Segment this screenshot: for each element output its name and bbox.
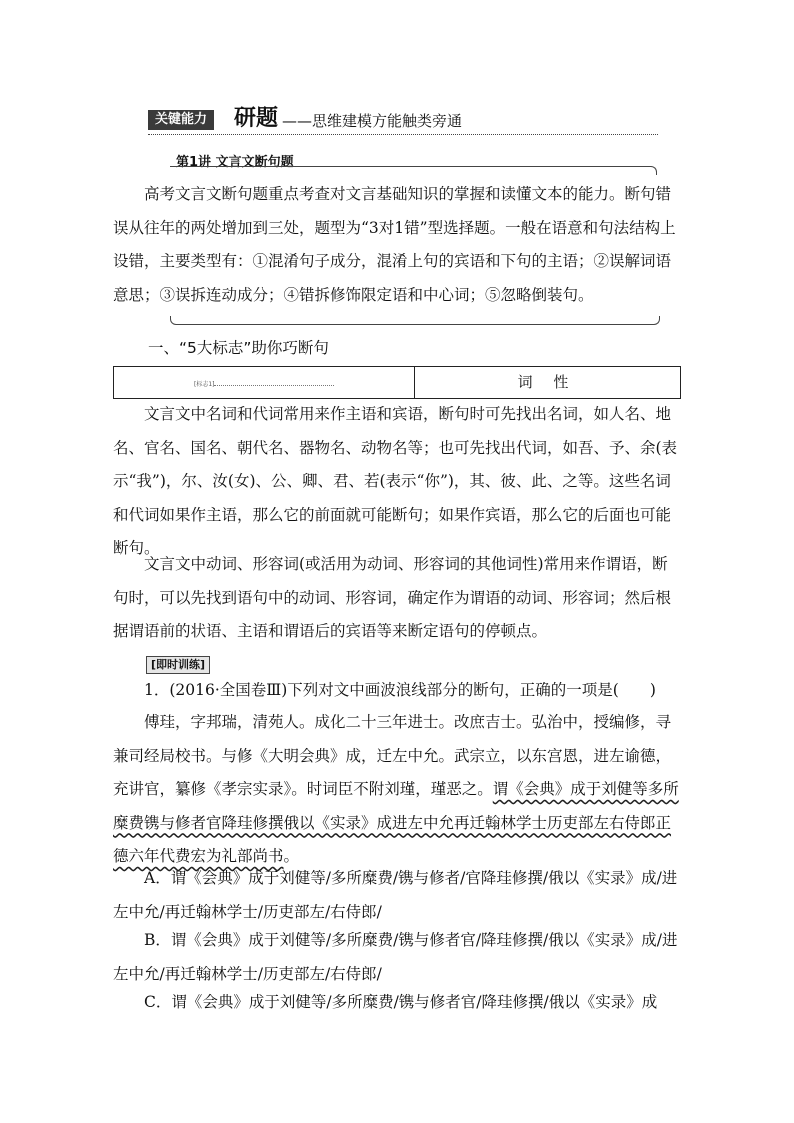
paragraph-nouns: 文言文中名词和代词常用来作主语和宾语，断句时可先找出名词，如人名、地名、官名、国名、朝代名、器物名、动物名等；也可先找出代词，如吾、予、余(表示“我”)，尔、汝(女)、公、卿、君、若(表示“你”)，其、彼、此、之等。这些名词和代词如果作主语，那么它的前面就可能断句；如果作宾语，那么它的后面也可能断句。	[113, 405, 678, 557]
key-ability-tag: 关键能力	[148, 110, 214, 130]
passage-plain: 傅珪，字邦瑞，清苑人。成化二十三年进士。改庶吉士。弘治中，授编修，寻兼司经局校书。与修《大明会典》成，迁左中允。武宗立，以东宫恩，进左谕德，充讲官，纂修《孝宗实录》。时词臣不附刘瑾，瑾恶之。	[113, 713, 672, 798]
section-heading-title: 研题	[234, 106, 279, 131]
drill-label: [即时训练]	[146, 656, 210, 674]
lesson-title: 第1讲 文言文断句题	[176, 155, 294, 170]
passage-wavy: 谓《会典》成于刘健等多所糜费镌与修者官降珪修撰俄以《实录》成进左中允再迁翰林学士历吏部左右侍郎正德六年代费宏为礼部尚书	[113, 780, 679, 865]
intro-paragraph: 高考文言文断句题重点考查对文言基础知识的掌握和读懂文本的能力。断句错误从往年的两处增加到三处，题型为“3对1错”型选择题。一般在语意和句法结构上设错，主要类型有：①混淆句子成分，混淆上句的宾语和下句的主语；②误解词语意思；③误拆连动成分；④错拆修饰限定语和中心词；⑤忽略倒装句。	[113, 185, 676, 304]
table-header-cipos: 词 性	[517, 373, 577, 391]
option-a: A．谓《会典》成于刘健等/多所糜费/镌与修者/官降珪修撰/俄以《实录》成/进左中允/再迁翰林学士/历吏部左/右侍郎/	[113, 869, 678, 921]
intro-bracket-bottom	[170, 316, 660, 325]
option-c: C．谓《会典》成于刘健等/多所糜费/镌与修者官/降珪修撰/俄以《实录》成	[144, 993, 658, 1011]
marker-dotted-line	[214, 385, 334, 386]
dotted-divider	[148, 134, 658, 135]
paragraph-verbs: 文言文中动词、形容词(或活用为动词、形容词的其他词性)常用来作谓语，断句时，可以先找到语句中的动词、形容词，确定作为谓语的动词、形容词；然后根据谓语前的状语、主语和谓语后的宾语等来断定语句的停顿点。	[113, 555, 672, 640]
question-stem: 1．(2016·全国卷Ⅲ)下列对文中画波浪线部分的断句，正确的一项是( )	[144, 681, 656, 699]
marker-small-label: [标志1]	[194, 381, 215, 388]
option-b: B．谓《会典》成于刘健等/多所糜费/镌与修者官/降珪修撰/俄以《实录》成/进左中允/再迁翰林学士/历吏部左/右侍郎/	[113, 931, 678, 983]
section-title: 一、“5大标志”助你巧断句	[148, 339, 329, 357]
intro-bracket-top	[170, 166, 657, 175]
question-passage	[113, 706, 681, 874]
marker-table	[113, 366, 681, 399]
passage-end: 。	[283, 847, 300, 865]
section-heading-subtitle: ——思维建模方能触类旁通	[282, 112, 463, 130]
